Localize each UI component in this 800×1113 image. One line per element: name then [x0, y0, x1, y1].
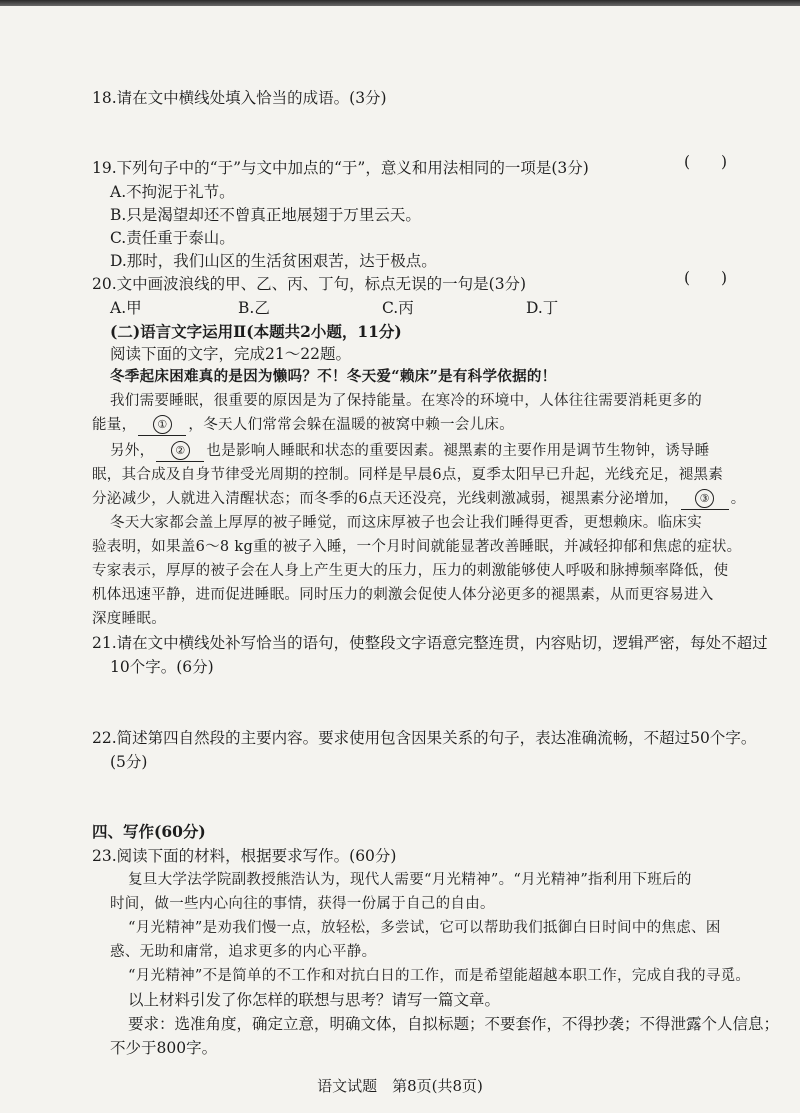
question-22-line2: (5分)	[110, 753, 148, 771]
question-20-option-d: D.丁	[526, 299, 559, 317]
page-footer: 语文试题 第8页(共8页)	[317, 1077, 483, 1095]
material-p1-line1: 复旦大学法学院副教授熊浩认为，现代人需要“月光精神”。“月光精神”指利用下班后的	[128, 872, 692, 888]
question-19-stem: 19.下列句子中的“于”与文中加点的“于”，意义和用法相同的一项是(3分)	[92, 159, 589, 177]
section-4-heading: 四、写作(60分)	[92, 822, 206, 841]
passage-p3-line3: 分泌减少，人就进入清醒状态；而冬季的6点天还没亮，光线刺激减弱，褪黑素分泌增加， ③ 。	[92, 489, 746, 510]
passage-p1: 冬季起床困难真的是因为懒吗？不！冬天爱“赖床”是有科学依据的！	[110, 368, 557, 385]
question-20-answer-bracket[interactable]: ( )	[684, 269, 728, 287]
passage-p4-line2: 验表明，如果盖6～8 kg重的被子入睡，一个月时间就能显著改善睡眠，并减轻抑郁和焦虑的症状。	[92, 539, 742, 555]
question-19-option-b: B.只是渴望却还不曾真正地展翅于万里云天。	[110, 206, 421, 224]
answer-blank-1[interactable]	[138, 415, 186, 436]
passage-p4-line4: 机体迅速平静，进而促进睡眠。同时压力的刺激会促使人体分泌更多的褪黑素，从而更容易进入	[92, 587, 714, 603]
passage-p4-line3: 专家表示，厚厚的被子会在人身上产生更大的压力，压力的刺激能够使人呼吸和脉搏频率降低，使	[92, 563, 729, 579]
question-20-option-c: C.丙	[382, 299, 414, 317]
question-19-option-a: A.不拘泥于礼节。	[110, 183, 235, 201]
question-20-option-b: B.乙	[238, 299, 270, 317]
passage-p4-line1: 冬天大家都会盖上厚厚的被子睡觉，而这床厚被子也会让我们睡得更香，更想赖床。临床实	[110, 515, 702, 531]
passage-p2-line1: 我们需要睡眠，很重要的原因是为了保持能量。在寒冷的环境中，人体往往需要消耗更多的	[110, 393, 702, 409]
passage-p4-line5: 深度睡眠。	[92, 611, 166, 627]
blank-mark-1: ①	[153, 415, 172, 434]
material-p1-line2: 时间，做一些内心向往的事情，获得一份属于自己的自由。	[110, 896, 495, 912]
question-21-line1: 21.请在文中横线处补写恰当的语句，使整段文字语意完整连贯，内容贴切，逻辑严密，每处不超过	[92, 634, 768, 652]
writing-requirements-line2: 不少于800字。	[110, 1039, 218, 1057]
section-2-heading: (二)语言文字运用Ⅱ(本题共2小题，11分)	[110, 322, 402, 341]
question-21-line2: 10个字。(6分)	[110, 658, 214, 676]
material-p2-line1: “月光精神”是劝我们慢一点，放轻松，多尝试，它可以帮助我们抵御白日时间中的焦虑、困	[128, 920, 721, 936]
blank-mark-2: ②	[171, 441, 190, 460]
passage-p3-line2: 眠，其合成及自身节律受光周期的控制。同样是早晨6点，夏季太阳早已升起，光线充足，褪黑素	[92, 467, 724, 483]
material-p3: “月光精神”不是简单的不工作和对抗白日的工作，而是希望能超越本职工作，完成自我的寻觅。	[128, 968, 751, 984]
material-p2-line2: 惑、无助和庸常，追求更多的内心平静。	[110, 944, 377, 960]
question-19-option-d: D.那时，我们山区的生活贫困艰苦，达于极点。	[110, 252, 437, 270]
question-19-option-c: C.责任重于泰山。	[110, 229, 235, 247]
passage-p2-line2: 能量， ① ，冬天人们常常会躲在温暖的被窝中赖一会儿床。	[92, 415, 514, 436]
question-22-line1: 22.简述第四自然段的主要内容。要求使用包含因果关系的句子，表达准确流畅，不超过50个字。	[92, 729, 757, 747]
question-23: 23.阅读下面的材料，根据要求写作。(60分)	[92, 847, 397, 865]
question-18: 18.请在文中横线处填入恰当的成语。(3分)	[92, 89, 387, 107]
question-19-answer-bracket[interactable]: ( )	[684, 153, 728, 171]
writing-prompt: 以上材料引发了你怎样的联想与思考？请写一篇文章。	[128, 991, 501, 1009]
answer-blank-3[interactable]	[681, 489, 729, 510]
passage-p3-line1: 另外， ② 也是影响人睡眠和状态的重要因素。褪黑素的主要作用是调节生物钟，诱导睡	[110, 441, 710, 462]
blank-mark-3: ③	[695, 489, 714, 508]
question-20-stem: 20.文中画波浪线的甲、乙、丙、丁句，标点无误的一句是(3分)	[92, 275, 527, 293]
section-2-intro: 阅读下面的文字，完成21～22题。	[110, 345, 351, 363]
question-20-option-a: A.甲	[110, 299, 142, 317]
answer-blank-2[interactable]	[156, 441, 204, 462]
writing-requirements-line1: 要求：选准角度，确定立意，明确文体，自拟标题；不要套作，不得抄袭；不得泄露个人信息；	[128, 1015, 780, 1033]
